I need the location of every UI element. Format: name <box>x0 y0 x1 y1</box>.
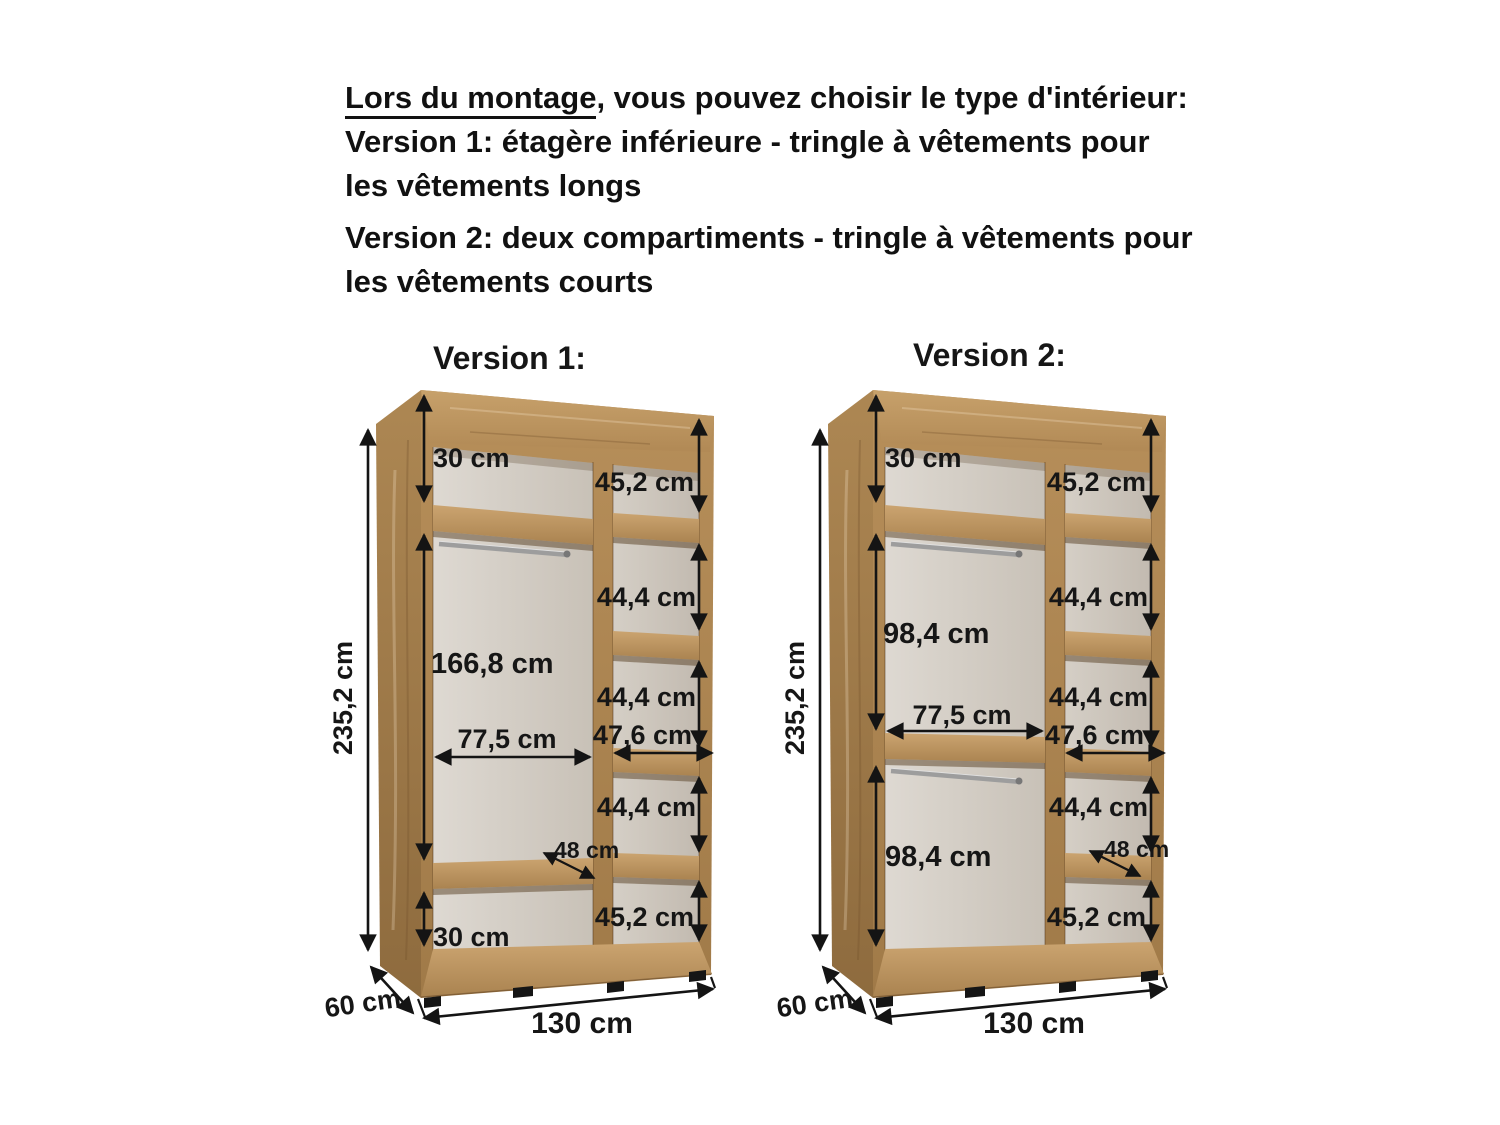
v1-right-top-label: 45,2 cm <box>594 467 694 497</box>
v1-top-shelf-label: 30 cm <box>433 443 510 473</box>
v1-right-shelf3-label: 44,4 cm <box>596 792 696 822</box>
v2-right-width-label: 47,6 cm <box>1044 720 1144 750</box>
v1-bottom-shelf-label: 30 cm <box>433 922 510 952</box>
v2-right-shelf2-label: 44,4 cm <box>1048 682 1148 712</box>
v2-width-label: 130 cm <box>983 1007 1085 1040</box>
version1-description-line2: les vêtements longs <box>345 168 642 203</box>
v2-left-width-label: 77,5 cm <box>912 700 1012 730</box>
v2-right-shelf3-label: 44,4 cm <box>1048 792 1148 822</box>
v2-right-top-label: 45,2 cm <box>1046 467 1146 497</box>
v2-shelf-depth-label: 48 cm <box>1104 836 1170 862</box>
foot <box>607 981 624 993</box>
foot <box>876 996 893 1008</box>
version2-title: Version 2: <box>913 337 1066 373</box>
side-panel <box>376 390 421 998</box>
v1-left-width-label: 77,5 cm <box>457 724 557 754</box>
v2-upper-section-label: 98,4 cm <box>883 618 990 650</box>
side-panel <box>828 390 873 998</box>
right-shelf-4 <box>613 853 699 880</box>
version1-description-line1: Version 1: étagère inférieure - tringle à vêtements pour <box>345 124 1150 159</box>
foot <box>1141 970 1158 982</box>
foot <box>689 970 706 982</box>
v1-right-shelf1-label: 44,4 cm <box>596 582 696 612</box>
version1-title: Version 1: <box>433 340 586 376</box>
right-shelf-2 <box>1065 631 1151 660</box>
v1-height-label: 235,2 cm <box>328 640 358 756</box>
foot <box>513 986 533 998</box>
v2-lower-section-label: 98,4 cm <box>885 841 992 873</box>
v2-right-shelf1-label: 44,4 cm <box>1048 582 1148 612</box>
v1-depth-label: 60 cm <box>322 982 403 1024</box>
v2-top-shelf-label: 30 cm <box>885 443 962 473</box>
v1-width-label: 130 cm <box>531 1007 633 1040</box>
foot <box>424 996 441 1008</box>
v1-tall-section-label: 166,8 cm <box>431 648 554 680</box>
left-middle-shelf <box>885 733 1045 763</box>
version2-description-line2: les vêtements courts <box>345 264 654 299</box>
v1-shelf-depth-label: 48 cm <box>554 837 620 863</box>
v2-right-bottom-label: 45,2 cm <box>1046 902 1146 932</box>
v1-right-shelf2-label: 44,4 cm <box>596 682 696 712</box>
foot <box>965 986 985 998</box>
version2-description-line1: Version 2: deux compartiments - tringle à vêtements pour <box>345 220 1193 255</box>
version1-wardrobe <box>323 340 715 1040</box>
right-shelf-2 <box>613 631 699 660</box>
v1-right-bottom-label: 45,2 cm <box>594 902 694 932</box>
v2-height-label: 235,2 cm <box>780 640 810 756</box>
intro-underlined: Lors du montage <box>345 80 596 119</box>
intro-rest: , vous pouvez choisir le type d'intérieur: <box>596 80 1188 115</box>
version2-wardrobe <box>775 337 1169 1040</box>
v1-right-width-label: 47,6 cm <box>592 720 692 750</box>
v2-depth-label: 60 cm <box>774 982 855 1024</box>
bottom-panel <box>873 942 1164 997</box>
foot <box>1059 981 1076 993</box>
